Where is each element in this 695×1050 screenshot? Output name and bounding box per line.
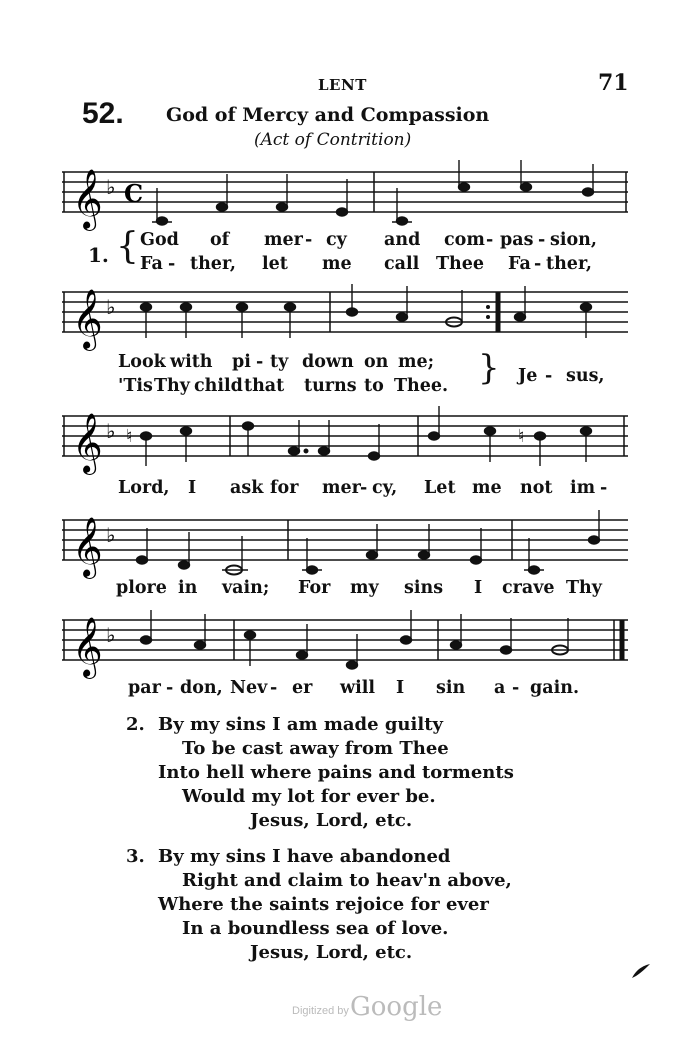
- verse-line: To be cast away from Thee: [182, 738, 449, 759]
- lyric-syllable: vain;: [222, 578, 270, 598]
- lyric-syllable: Je: [518, 366, 538, 386]
- lyric-syllable: I: [396, 678, 405, 698]
- common-time-icon: C: [124, 179, 144, 208]
- flat-icon: ♭: [106, 175, 116, 199]
- lyric-syllable: Look: [118, 352, 166, 372]
- flat-icon: ♭: [106, 295, 116, 319]
- lyric-syllable: for: [270, 478, 299, 498]
- lyric-syllable: -: [600, 478, 608, 498]
- lyric-syllable: pas: [500, 230, 534, 250]
- lyric-syllable: sion,: [550, 230, 597, 250]
- lyric-syllable: ther,: [546, 254, 592, 274]
- lyric-syllable: ask: [230, 478, 264, 498]
- lyric-syllable: Fa: [140, 254, 163, 274]
- lyric-syllable: im: [570, 478, 596, 498]
- lyric-syllable: child: [194, 376, 243, 396]
- lyric-syllable: mer: [264, 230, 303, 250]
- treble-clef-icon: 𝄞: [72, 617, 103, 677]
- treble-clef-icon: 𝄞: [72, 413, 103, 473]
- hymn-subtitle: (Act of Contrition): [254, 130, 412, 150]
- flat-icon: ♭: [106, 419, 116, 443]
- lyric-syllable: Lord,: [118, 478, 170, 498]
- verse-3-number: 3.: [126, 846, 145, 867]
- lyric-syllable: Thy: [154, 376, 190, 396]
- flat-icon: ♭: [106, 623, 116, 647]
- lyric-syllable: plore: [116, 578, 167, 598]
- lyric-syllable: me;: [398, 352, 435, 372]
- treble-clef-icon: 𝄞: [72, 289, 103, 349]
- hymn-number: 52.: [82, 97, 124, 130]
- lyric-syllable: -: [168, 254, 176, 274]
- lyric-syllable: -: [256, 352, 264, 372]
- lyric-syllable: Fa: [508, 254, 531, 274]
- lyric-syllable: -: [270, 678, 278, 698]
- lyric-syllable: Thee: [436, 254, 485, 274]
- verse-refrain: Jesus, Lord, etc.: [250, 942, 413, 963]
- lyric-syllable: gain.: [530, 678, 580, 698]
- lyric-syllable: -: [538, 230, 546, 250]
- lyric-syllable: a: [494, 678, 506, 698]
- lyric-syllable: let: [262, 254, 288, 274]
- lyric-syllable: 'Tis: [118, 376, 153, 396]
- lyric-syllable: pi: [232, 352, 251, 372]
- lyric-syllable: -: [166, 678, 174, 698]
- flat-icon: ♭: [106, 523, 116, 547]
- lyric-syllable: -: [360, 478, 368, 498]
- lyric-syllable: com: [444, 230, 485, 250]
- lyric-syllable: and: [384, 230, 421, 250]
- lyric-syllable: me: [472, 478, 502, 498]
- treble-clef-icon: 𝄞: [72, 169, 103, 229]
- lyric-syllable: sin: [436, 678, 466, 698]
- lyric-syllable: call: [384, 254, 420, 274]
- lyric-syllable: I: [188, 478, 197, 498]
- lyric-syllable: not: [520, 478, 553, 498]
- page-number: 71: [598, 70, 629, 96]
- lyric-syllable: to: [364, 376, 384, 396]
- lyric-syllable: sus,: [566, 366, 605, 386]
- digitized-by-label: Digitized by: [292, 1005, 349, 1017]
- lyric-syllable: -: [305, 230, 313, 250]
- lyric-syllable: ther,: [190, 254, 236, 274]
- verse-line: In a boundless sea of love.: [182, 918, 449, 939]
- lyric-syllable: er: [292, 678, 313, 698]
- lyric-syllable: will: [340, 678, 376, 698]
- ornament-icon: [630, 962, 652, 980]
- verse-line: By my sins I have abandoned: [158, 846, 451, 867]
- verse-line: Where the saints rejoice for ever: [158, 894, 489, 915]
- natural-icon: ♮: [126, 426, 133, 447]
- lyric-syllable: Nev: [230, 678, 268, 698]
- lyric-syllable: Thy: [566, 578, 602, 598]
- lyric-syllable: turns: [304, 376, 357, 396]
- verse-line: Into hell where pains and torments: [158, 762, 514, 783]
- lyric-syllable: of: [210, 230, 230, 250]
- lyric-syllable: cy,: [372, 478, 398, 498]
- running-header: LENT: [318, 76, 367, 94]
- lyric-syllable: that: [244, 376, 285, 396]
- lyric-syllable: sins: [404, 578, 444, 598]
- verse-line: Would my lot for ever be.: [182, 786, 436, 807]
- hymn-title: God of Mercy and Compassion: [166, 104, 490, 126]
- lyric-syllable: For: [298, 578, 331, 598]
- lyric-syllable: Thee.: [394, 376, 449, 396]
- lyric-syllable: -: [512, 678, 520, 698]
- lyric-syllable: -: [545, 366, 553, 386]
- lyric-syllable: my: [350, 578, 379, 598]
- lyric-syllable: down: [302, 352, 354, 372]
- lyric-syllable: mer: [322, 478, 361, 498]
- lyric-syllable: with: [170, 352, 213, 372]
- lyric-syllable: Let: [424, 478, 456, 498]
- verse-2-number: 2.: [126, 714, 145, 735]
- lyric-syllable: I: [474, 578, 483, 598]
- lyric-syllable: God: [140, 230, 179, 250]
- staff-system-4: [62, 508, 628, 583]
- staff-system-2: [62, 280, 628, 350]
- lyric-syllable: in: [178, 578, 198, 598]
- lyric-syllable: don,: [180, 678, 223, 698]
- verse-brace-close: }: [478, 348, 500, 388]
- google-logo: Google: [350, 992, 443, 1022]
- staff-system-5: [62, 608, 628, 678]
- lyric-syllable: cy: [326, 230, 347, 250]
- staff-system-3: [62, 404, 628, 474]
- natural-icon: ♮: [518, 426, 525, 447]
- verse-1-number: 1.: [88, 243, 109, 267]
- lyric-syllable: par: [128, 678, 161, 698]
- lyric-syllable: ty: [270, 352, 289, 372]
- verse-line: By my sins I am made guilty: [158, 714, 443, 735]
- verse-line: Right and claim to heav'n above,: [182, 870, 512, 891]
- treble-clef-icon: 𝄞: [72, 517, 103, 577]
- staff-system-1: [62, 160, 628, 230]
- lyric-syllable: -: [534, 254, 542, 274]
- verse-refrain: Jesus, Lord, etc.: [250, 810, 413, 831]
- lyric-syllable: me: [322, 254, 352, 274]
- verse-brace: {: [116, 226, 139, 267]
- lyric-syllable: crave: [502, 578, 555, 598]
- staff-lines: [62, 172, 628, 212]
- lyric-syllable: -: [486, 230, 494, 250]
- lyric-syllable: on: [364, 352, 389, 372]
